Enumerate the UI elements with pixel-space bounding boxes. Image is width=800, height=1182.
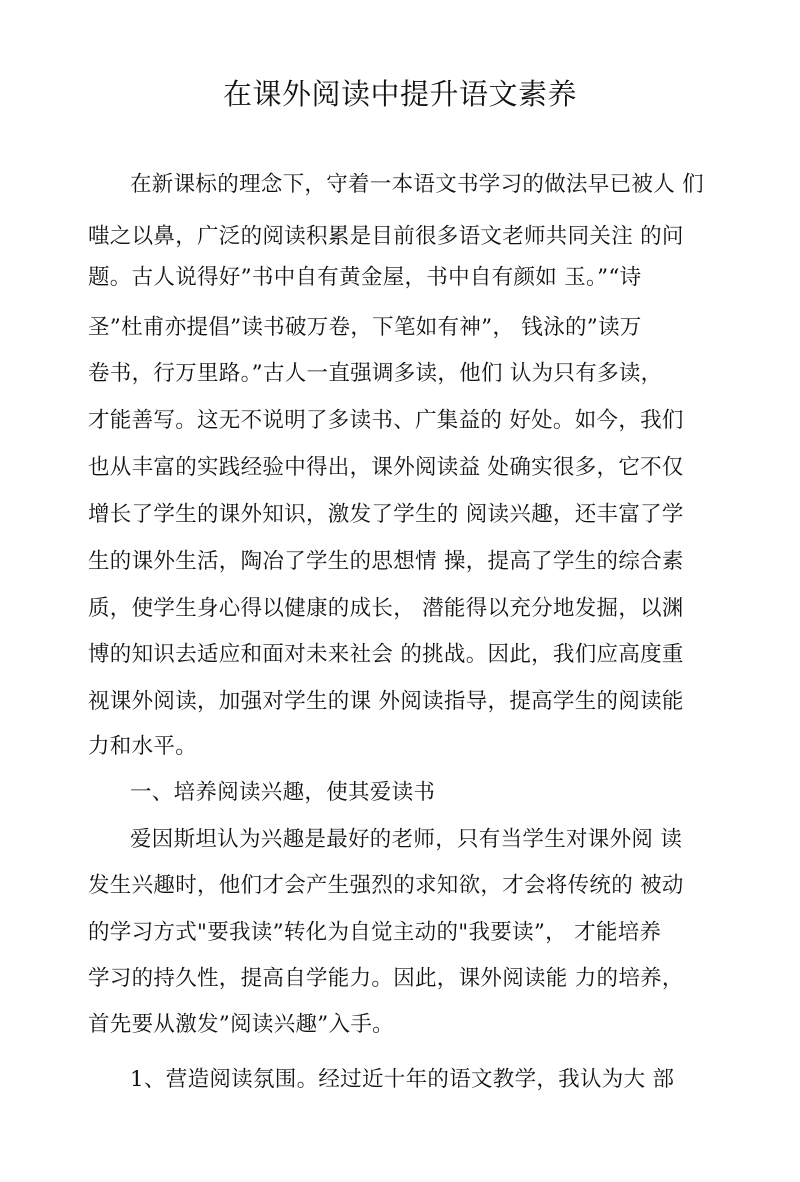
text-line: 力和水平。 [88,734,198,759]
section-heading: 一、培养阅读兴趣，使其爱读书 [130,780,436,805]
text-line: 爱因斯坦认为兴趣是最好的老师，只有当学生对课外阅 读 [130,827,683,852]
text-line: 博的知识去适应和面对未来社会 的挑战。因此，我们应高度重 [88,642,684,667]
text-line: 卷书，行万里路。”古人一直强调多读，他们 认为只有多读， [88,361,663,386]
text-line: 视课外阅读，加强对学生的课 外阅读指导，提高学生的阅读能 [88,689,684,714]
text-line: 首先要从激发”阅读兴趣”入手。 [88,1012,394,1037]
text-line: 在新课标的理念下，守着一本语文书学习的做法早已被人 们 [130,172,704,197]
text-line: 圣”杜甫亦提倡”读书破万卷，下笔如有神”， 钱泳的”读万 [88,315,642,340]
text-line: 才能善写。这无不说明了多读书、广集益的 好处。如今，我们 [88,408,684,433]
text-line: 1、营造阅读氛围。经过近十年的语文教学，我认为大 部 [130,1067,675,1092]
text-line: 学习的持久性，提高自学能力。因此，课外阅读能 力的培养， [88,966,684,991]
text-line: 的学习方式"要我读”转化为自觉主动的"我要读”， 才能培养 [88,920,662,945]
text-line: 增长了学生的课外知识，激发了学生的 阅读兴趣，还丰富了学 [88,502,684,527]
text-line: 嗤之以鼻，广泛的阅读积累是目前很多语文老师共同关注 的问 [88,224,684,249]
text-line: 也从丰富的实践经验中得出，课外阅读益 处确实很多，它不仅 [88,455,684,480]
text-line: 发生兴趣时，他们才会产生强烈的求知欲，才会将传统的 被动 [88,873,684,898]
text-line: 质，使学生身心得以健康的成长， 潜能得以充分地发掘，以渊 [88,596,684,621]
text-line: 生的课外生活，陶冶了学生的思想情 操，提高了学生的综合素 [88,549,684,574]
text-line: 题。古人说得好”书中自有黄金屋，书中自有颜如 玉。”“诗 [88,265,642,290]
document-title: 在课外阅读中提升语文素养 [222,77,577,111]
